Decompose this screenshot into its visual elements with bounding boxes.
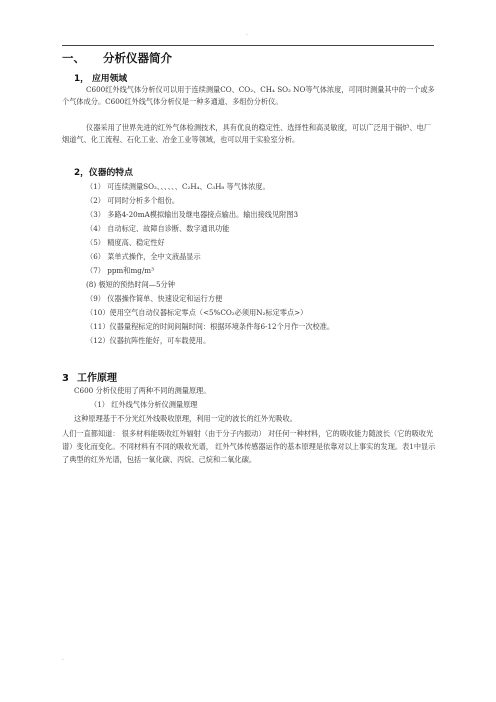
heading-features: 2，仪器的特点: [74, 168, 133, 178]
section-3-heading: [62, 369, 117, 384]
principle-line-1: C600 分析仪使用了两种不同的测量原理。: [74, 386, 211, 395]
principle-line-3: 这种原理基于不分光红外线吸收原理，利用一定的波长的红外光吸收。: [74, 414, 297, 423]
feature-item: （11）仪器量程标定的时间间隔时间：根据环境条件每6-12个月作一次校准。: [86, 322, 335, 331]
feature-list: [86, 180, 334, 348]
header-rule: [62, 45, 434, 46]
section-3-title: 工作原理: [76, 373, 117, 384]
feature-item: （9） 仪器操作简单、快速设定和运行方便: [86, 294, 223, 303]
feature-item: （10）使用空气自动仪器标定零点（<5%CO₂必须用N₂标定零点>）: [86, 308, 308, 317]
feature-item: （1） 可连续测量SO₂、、、、、、C₂H₄、C₃H₈ 等气体浓度。: [86, 182, 270, 191]
footer-mark: .: [62, 655, 64, 662]
heading-application-field: 1， 应用领域: [74, 74, 128, 84]
paragraph-technology: [62, 122, 436, 146]
paragraph-intro-text: C600红外线气体分析仪可以用于连续测量CO、CO₂、CH₄ SO₂ NO等气体浓度，可同时测量其中的一个或多个气体成分。C600红外线气体分析仪是一种多通道、多组份分析仪。: [62, 85, 435, 106]
feature-item: （12）仪器抗阵性能好，可车载使用。: [86, 336, 211, 345]
section-1-title: 分析仪器简介: [103, 51, 172, 65]
header-mark: .: [246, 30, 248, 37]
section-1-heading: [62, 50, 172, 66]
feature-item: (8) 极短的预热时间—5分钟: [86, 280, 175, 289]
feature-item: （7） ppm和mg/m³: [86, 266, 154, 275]
feature-item: （5） 精度高、稳定性好: [86, 238, 165, 247]
principle-line-2: （1） 红外线气体分析仪测量原理: [90, 400, 198, 409]
feature-item: （4） 自动标定、故障自诊断、数字通讯功能: [86, 224, 230, 233]
paragraph-principle: 人们一直都知道： 很多材料能吸收红外辐射（由于分子内振动） 对任何一种材料，它的吸收能力随波长（它的吸收光谱）变化而变化。不同材料有不同的吸收光谱， 红外气体传感器运作的基本原理是依靠对以上事实的发现。表1中显示了典型的红外光谱，包括一氧化碳、丙烷、己烷和二氧化碳。: [62, 429, 436, 464]
paragraph-technology-text: 仪器采用了世界先进的红外气体检测技术，具有优良的稳定性、选择性和高灵敏度，可以广泛用于锅炉、电厂烟道气、化工流程、石化工业、冶金工业等领域，也可以用于实验室分析。: [62, 123, 432, 144]
paragraph-intro: [62, 84, 436, 108]
feature-item: （6） 菜单式操作，全中文液晶显示: [86, 252, 201, 261]
section-1-number: 一、: [62, 51, 85, 65]
feature-item: （2） 可同时分析多个组份。: [86, 196, 180, 205]
feature-item: （3） 多路4-20mA模拟输出及继电器接点输出。输出接线见附图3: [86, 210, 299, 219]
section-3-number: 3: [62, 373, 69, 384]
